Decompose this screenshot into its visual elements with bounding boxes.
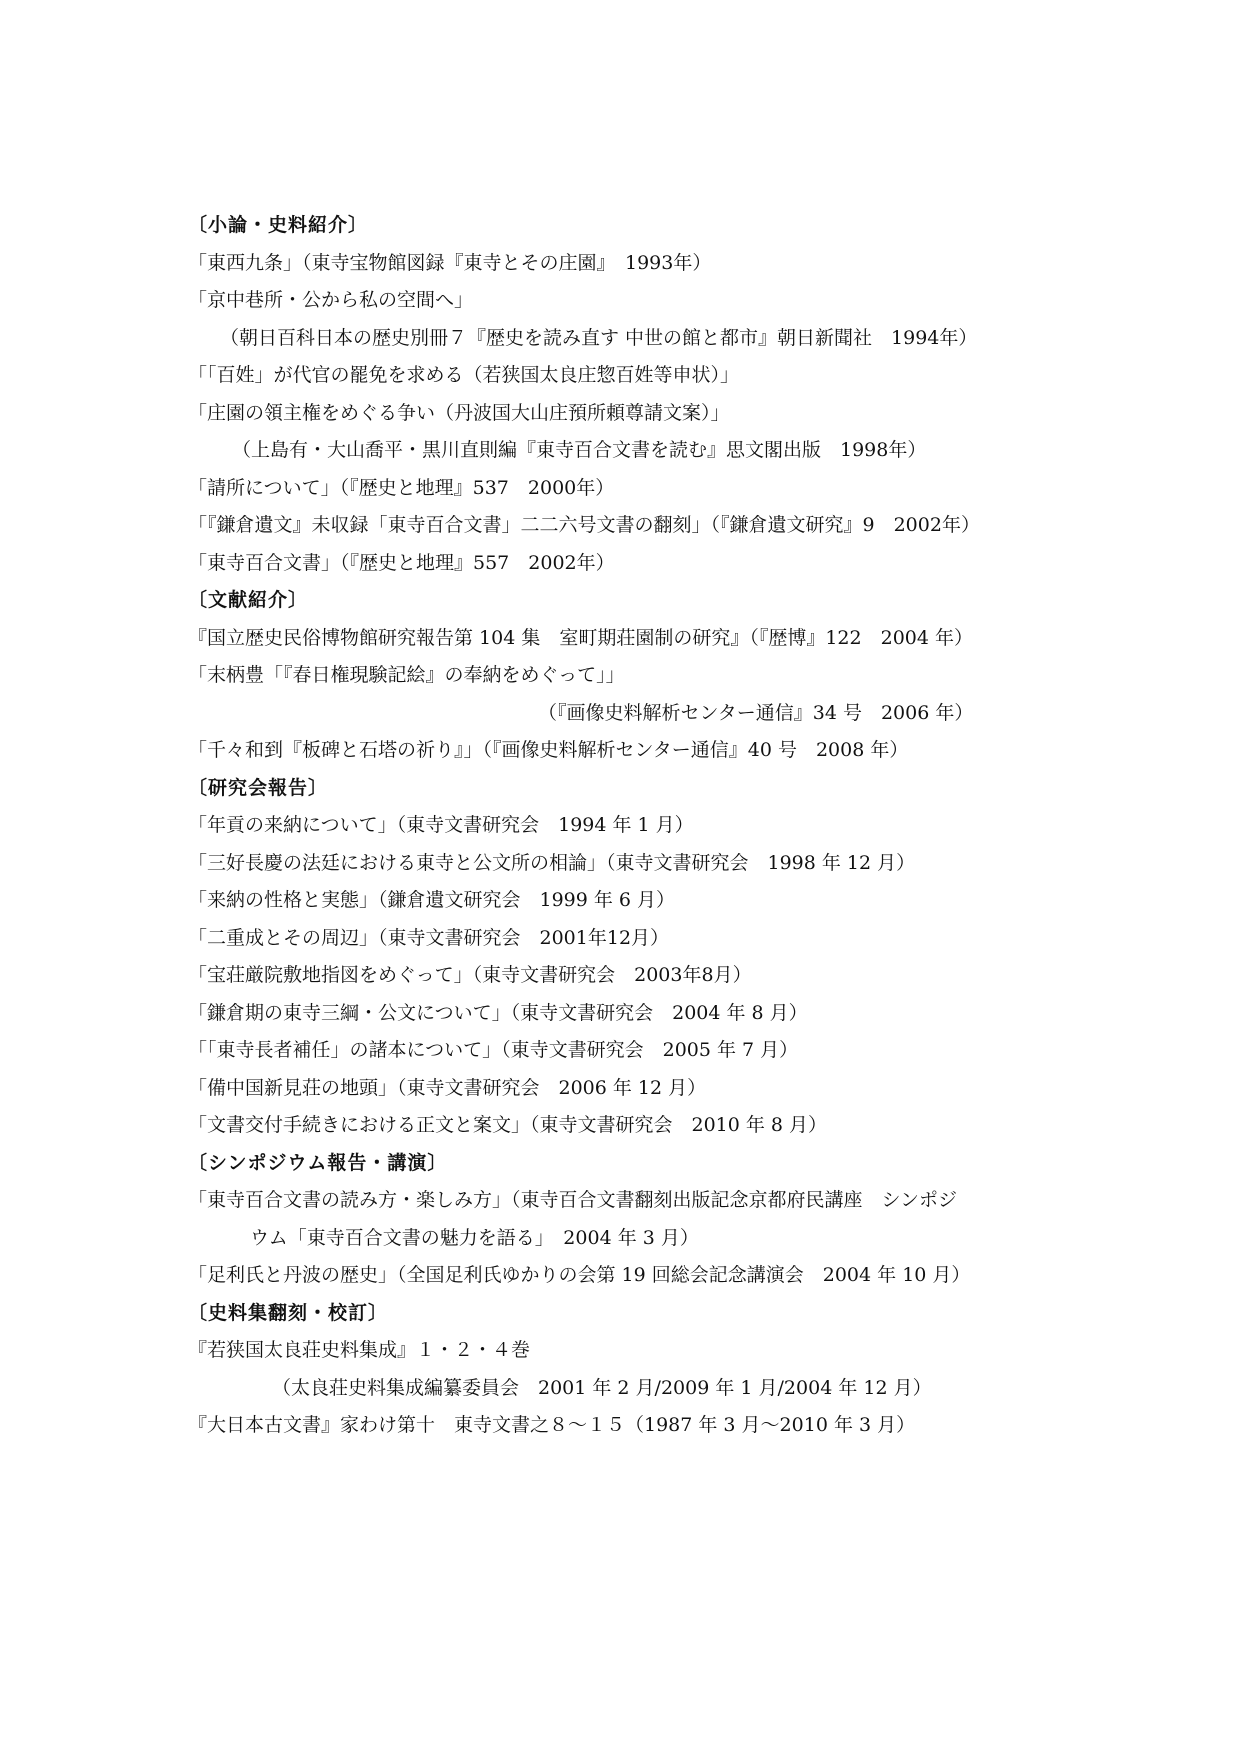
section-heading-short-essays: 〔小論・史料紹介〕 [188, 214, 369, 236]
list-item-continuation: （朝日百科日本の歴史別冊７『歴史を読み直す 中世の館と都市』朝日新聞社 1994年） [220, 326, 978, 349]
list-item: 「年貢の来納について」（東寺文書研究会 1994 年 1 月） [188, 814, 694, 836]
section-heading-symposium-lectures: 〔シンポジウム報告・講演〕 [188, 1151, 448, 1174]
list-item: 「足利氏と丹波の歴史」（全国足利氏ゆかりの会第 19 回総会記念講演会 2004 年 10 月） [188, 1264, 971, 1286]
list-item: 「東西九条」（東寺宝物館図録『東寺とその庄園』 1993年） [188, 251, 712, 274]
list-item: 「請所について」（『歴史と地理』537 2000年） [188, 476, 615, 499]
list-item: 「二重成とその周辺」（東寺文書研究会 2001年12月） [188, 926, 670, 949]
list-item: 「「東寺長者補任」の諸本について」（東寺文書研究会 2005 年 7 月） [188, 1039, 799, 1061]
list-item: 「千々和到『板碑と石塔の祈り』」（『画像史料解析センター通信』40 号 2008 年） [188, 739, 909, 761]
list-item: 「鎌倉期の東寺三綱・公文について」（東寺文書研究会 2004 年 8 月） [188, 1001, 808, 1024]
list-item: 「東寺百合文書」（『歴史と地理』557 2002年） [188, 551, 615, 574]
list-item: 「宝荘厳院敷地指図をめぐって」（東寺文書研究会 2003年8月） [188, 964, 752, 986]
list-item: 『若狭国太良荘史料集成』１・２・４巻 [188, 1339, 531, 1361]
list-item: 「文書交付手続きにおける正文と案文」（東寺文書研究会 2010 年 8 月） [188, 1114, 828, 1136]
list-item: 「三好長慶の法廷における東寺と公文所の相論」（東寺文書研究会 1998 年 12 月） [188, 851, 916, 874]
list-item-continuation: （上島有・大山喬平・黒川直則編『東寺百合文書を読む』思文閣出版 1998年） [232, 439, 927, 461]
list-item: 「末柄豊「『春日権現験記絵』の奉納をめぐって」」 [188, 664, 625, 686]
publication-list [188, 207, 1088, 1445]
list-item: 「庄園の領主権をめぐる争い（丹波国大山庄預所頼尊請文案）」 [188, 401, 730, 424]
list-item: 「京中巷所・公から私の空間へ」 [188, 289, 474, 311]
section-heading-source-editions: 〔史料集翻刻・校訂〕 [188, 1301, 389, 1324]
list-item: 「来納の性格と実態」（鎌倉遺文研究会 1999 年 6 月） [188, 889, 676, 911]
list-item-continuation: （『画像史料解析センター通信』34 号 2006 年） [538, 701, 974, 724]
list-item-continuation: （太良荘史料集成編纂委員会 2001 年 2 月/2009 年 1 月/2004 年 12 月） [272, 1376, 932, 1399]
section-heading-literature-reviews: 〔文献紹介〕 [188, 589, 309, 611]
list-item: 『国立歴史民俗博物館研究報告第 104 集 室町期荘園制の研究』（『歴博』122 2004 年） [188, 626, 974, 649]
section-heading-research-reports: 〔研究会報告〕 [188, 776, 329, 799]
list-item: 「『鎌倉遺文』未収録「東寺百合文書」二二六号文書の翻刻」（『鎌倉遺文研究』9 2002年） [188, 514, 980, 536]
list-item: 「備中国新見荘の地頭」（東寺文書研究会 2006 年 12 月） [188, 1076, 707, 1099]
list-item: 『大日本古文書』家わけ第十 東寺文書之８～１５（1987 年 3 月～2010 年 3 月） [188, 1414, 916, 1436]
list-item-continuation: ウム「東寺百合文書の魅力を語る」 2004 年 3 月） [250, 1226, 699, 1249]
list-item: 「「百姓」が代官の罷免を求める（若狭国太良庄惣百姓等申状）」 [188, 364, 740, 386]
list-item: 「東寺百合文書の読み方・楽しみ方」（東寺百合文書翻刻出版記念京都府民講座 シンポジ [188, 1189, 958, 1211]
